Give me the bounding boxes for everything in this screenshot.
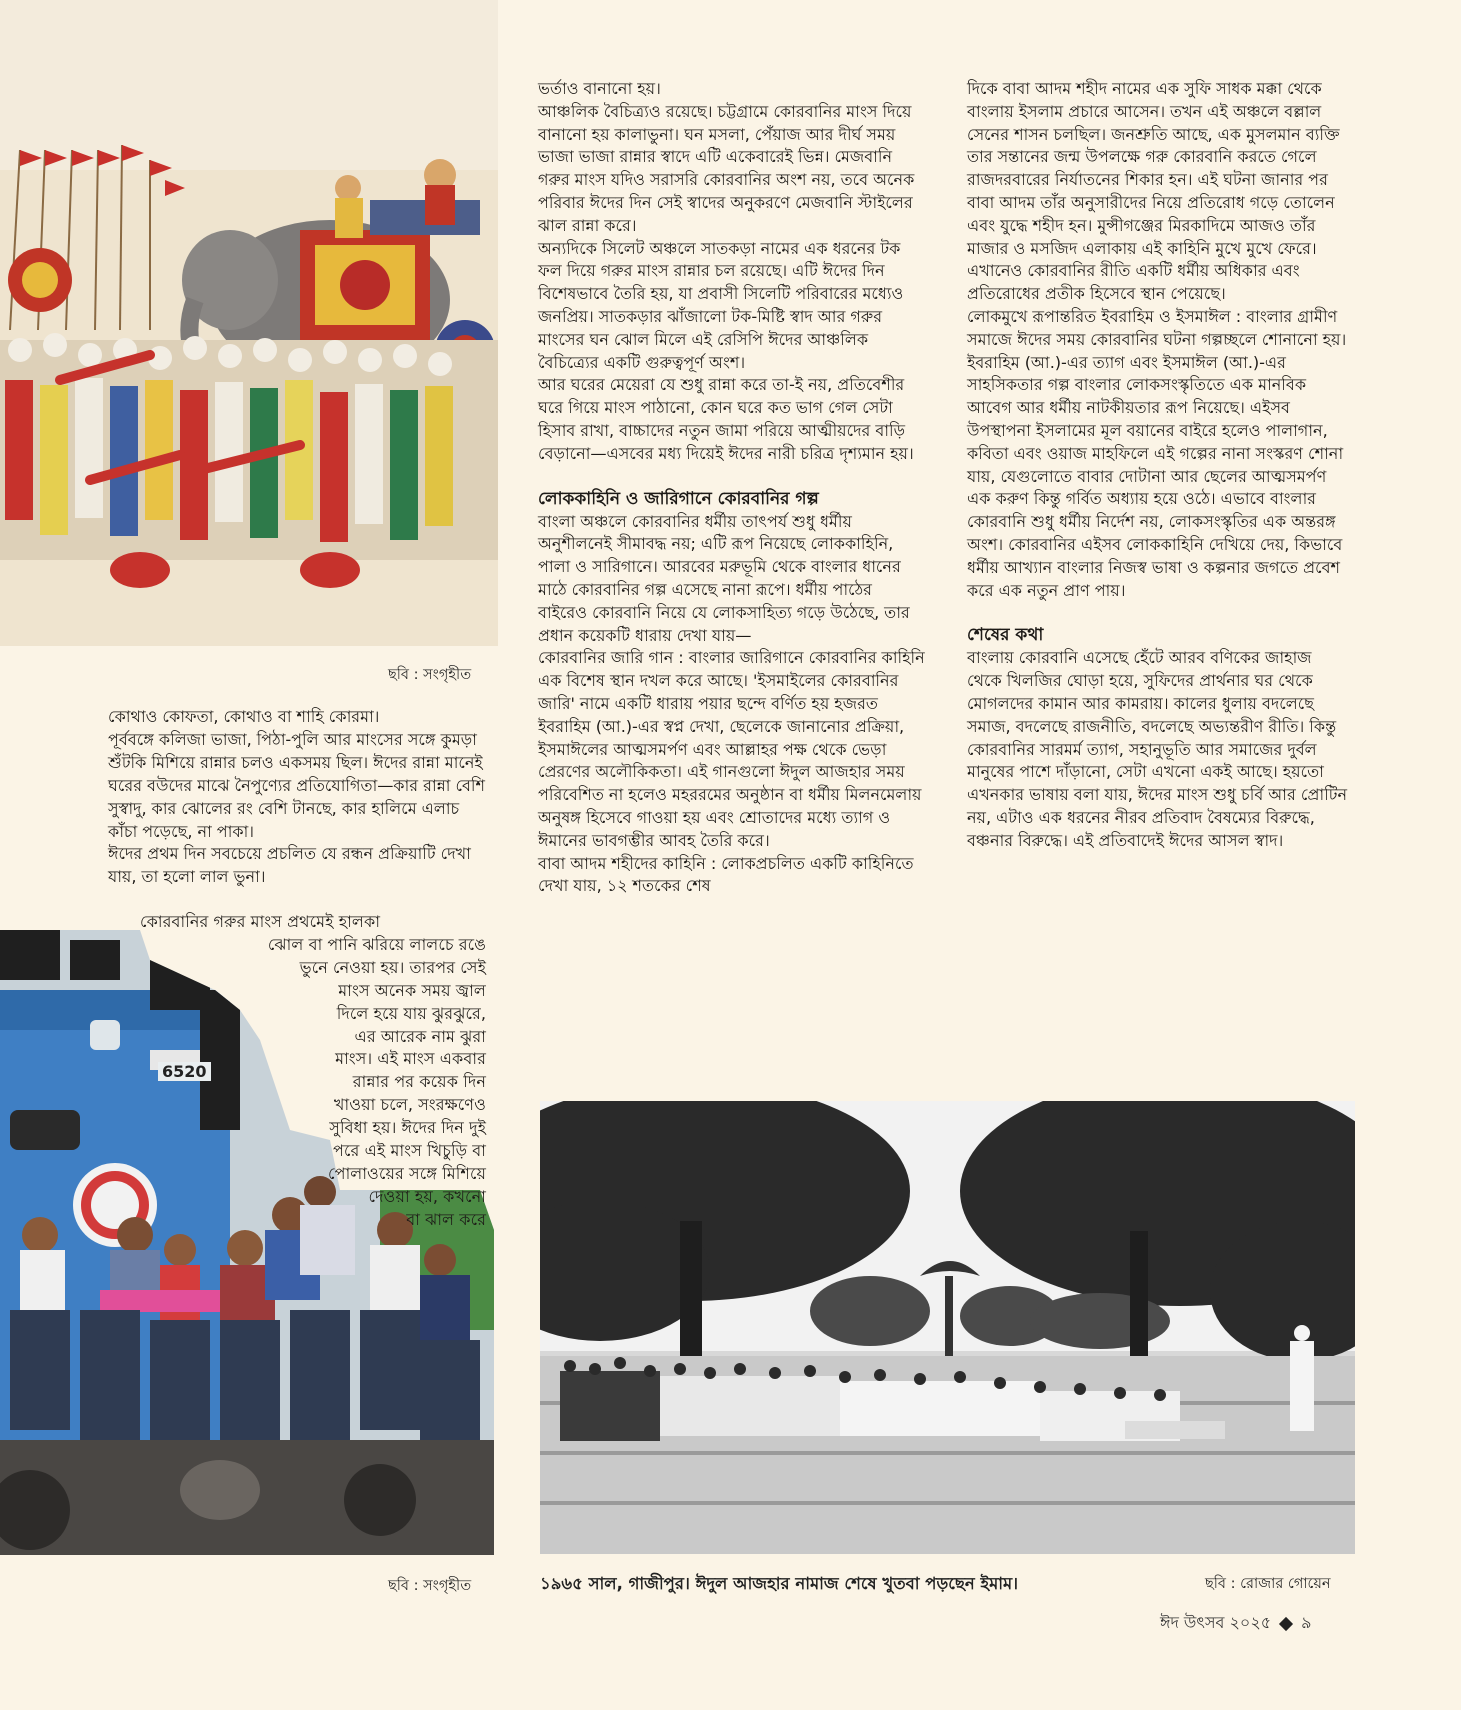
wrap-line: দিলে হয়ে যায় ঝুরঝুরে, <box>336 1003 486 1023</box>
wrap-line: দেওয়া হয়, কখনো <box>368 1186 486 1206</box>
procession-painting <box>0 0 498 646</box>
wrap-line: সুবিধা হয়। ঈদের দিন দুই <box>329 1118 486 1138</box>
right-paragraph: বাংলায় কোরবানি এসেছে হেঁটে আরব বণিকের জাহাজ থেকে খিলজির ঘোড়া হয়ে, সুফিদের প্রার্থনার ঘর থেকে মোগলদের কামান আর কামরায়। কালের ধুলায় বদলেছে সমাজ, বদলেছে রাজনীতি, বদলেছে অভ্যন্তরীণ রীতি। কিন্তু কোরবানির সারমর্ম ত্যাগ, সহানুভূতি আর সমাজের দুর্বল মানুষের পাশে দাঁড়ানো, সেটা এখনো একই আছে। হয়তো এখনকার ভাষায় বলা যায়, ঈদের মাংস শুধু চর্বি আর প্রোটিন নয়, এটাও এক ধরনের নীরব প্রতিবাদ বৈষম্যের বিরুদ্ধে, বঞ্চনার বিরুদ্ধে। এই প্রতিবাদেই ঈদের আসল স্বাদ। <box>967 648 1348 850</box>
left-paragraph: ঈদের প্রথম দিন সবচেয়ে প্রচলিত যে রন্ধন প্রক্রিয়াটি দেখা যায়, তা হলো লাল ভুনা। <box>108 844 471 887</box>
left-column <box>108 706 493 889</box>
middle-paragraph: ভর্তাও বানানো হয়। <box>538 79 661 98</box>
magazine-name: ঈদ উৎসব ২০২৫ <box>1160 1613 1272 1632</box>
wrap-line: খাওয়া চলে, সংরক্ষণেও <box>333 1095 486 1115</box>
page-footer <box>1160 1610 1312 1637</box>
section-heading-folktales: লোককাহিনি ও জারিগানে কোরবানির গল্প <box>538 488 819 509</box>
left-wrap-text <box>120 911 486 1232</box>
middle-paragraph: বাবা আদম শহীদের কাহিনি : লোকপ্রচলিত একটি কাহিনিতে দেখা যায়, ১২ শতকের শেষ <box>538 853 914 896</box>
left-paragraph: কোথাও কোফতা, কোথাও বা শাহি কোরমা। <box>108 707 380 726</box>
wrap-line: ঝোল বা পানি ঝরিয়ে লালচে রঙে <box>267 934 486 954</box>
middle-paragraph: বাংলা অঞ্চলে কোরবানির ধর্মীয় তাৎপর্য শুধু ধর্মীয় অনুশীলনেই সীমাবদ্ধ নয়; এটি রূপ নিয়েছে লোককাহিনি, পালা ও সারিগানে। আরবের মরুভূমি থেকে বাংলার ধানের মাঠে কোরবানির গল্প এসেছে নানা রূপে। ধর্মীয় পাঠের বাইরেও কোরবানি নিয়ে যে লোকসাহিত্য গড়ে উঠেছে, তার প্রধান কয়েকটি ধারায় দেখা যায়— <box>538 511 910 645</box>
right-paragraph: দিকে বাবা আদম শহীদ নামের এক সুফি সাধক মক্কা থেকে বাংলায় ইসলাম প্রচারে আসেন। তখন এই অঞ্চলে বল্লাল সেনের শাসন চলছিল। জনশ্রুতি আছে, এক মুসলমান ব্যক্তি তার সন্তানের জন্ম উপলক্ষে গরু কোরবানি করতে গেলে রাজদরবারের নির্যাতনের শিকার হন। এই ঘটনা জানার পর বাবা আদম তাঁর অনুসারীদের নিয়ে প্রতিরোধ গড়ে তোলেন এবং যুদ্ধে শহীদ হন। মুন্সীগঞ্জের মিরকাদিমে আজও তাঁর মাজার ও মসজিদ এলাকায় এই কাহিনি মুখে মুখে ফেরে। এখানেও কোরবানির রীতি একটি ধর্মীয় অধিকার এবং প্রতিরোধের প্রতীক হিসেবে স্থান পেয়েছে। <box>967 79 1340 304</box>
prayer-caption: ১৯৬৫ সাল, গাজীপুর। ঈদুল আজহার নামাজ শেষে খুতবা পড়ছেন ইমাম। <box>540 1574 1019 1593</box>
wrap-line: মাংস অনেক সময় জ্বাল <box>338 980 486 1000</box>
painting-caption: ছবি : সংগৃহীত <box>388 667 472 683</box>
middle-paragraph: আর ঘরের মেয়েরা যে শুধু রান্না করে তা-ই নয়, প্রতিবেশীর ঘরে গিয়ে মাংস পাঠানো, কোন ঘরে কত ভাগ গেল সেটা হিসাব রাখা, বাচ্চাদের নতুন জামা পরিয়ে আত্মীয়দের বাড়ি বেড়ানো—এসবের মধ্য দিয়েই ঈদের নারী চরিত্র দৃশ্যমান হয়। <box>538 375 914 463</box>
right-column <box>967 78 1351 853</box>
left-paragraph: পূর্ববঙ্গে কলিজা ভাজা, পিঠা-পুলি আর মাংসের সঙ্গে কুমড়া শুঁটকি মিশিয়ে রান্নার চলও একসময় ছিল। ঈদের রান্না মানেই ঘরের বউদের মাঝে নৈপুণ্যের প্রতিযোগিতা—কার রান্না বেশি সুস্বাদু, কার ঝোলের রং বেশি টানছে, কার হালিমে এলাচ কাঁচা পড়েছে, না পাকা। <box>108 729 486 841</box>
wrap-line: বা ঝাল করে <box>406 1209 486 1229</box>
middle-paragraph: কোরবানির জারি গান : বাংলার জারিগানে কোরবানির কাহিনি এক বিশেষ স্থান দখল করে আছে। 'ইসমাইলের কোরবানির জারি' নামে একটি ধারায় পয়ার ছন্দে বর্ণিত হয় হজরত ইবরাহিম (আ.)-এর স্বপ্ন দেখা, ছেলেকে জানানোর প্রক্রিয়া, ইসমাঈলের আত্মসমর্পণ এবং আল্লাহর পক্ষ থেকে ভেড়া প্রেরণের অলৌকিকতা। এই গানগুলো ঈদুল আজহার সময় পরিবেশিত না হলেও মহররমের অনুষ্ঠান বা ধর্মীয় মিলনমেলায় অনুষঙ্গ হিসেবে গাওয়া হয় এবং শ্রোতাদের মধ্যে ত্যাগ ও ঈমানের ভাবগম্ভীর আবহ তৈরি করে। <box>538 648 925 850</box>
eid-prayer-photo <box>540 1101 1355 1554</box>
diamond-separator-icon <box>1279 1616 1293 1630</box>
middle-paragraph: অন্যদিকে সিলেট অঞ্চলে সাতকড়া নামের এক ধরনের টক ফল দিয়ে গরুর মাংস রান্নার চল রয়েছে। এটি ঈদের দিন বিশেষভাবে তৈরি হয়, যা প্রবাসী সিলেটি পরিবারের মধ্যেও জনপ্রিয়। সাতকড়ার ঝাঁজালো টক-মিষ্টি স্বাদ আর গরুর মাংসের ঘন ঝোল মিলে এই রেসিপি ঈদের আঞ্চলিক বৈচিত্র্যের একটি গুরুত্বপূর্ণ অংশ। <box>538 238 904 372</box>
section-heading-conclusion: শেষের কথা <box>967 625 1044 646</box>
wrap-line: কোরবানির গরুর মাংস প্রথমেই হালকা <box>140 912 381 931</box>
middle-column <box>538 78 926 898</box>
wrap-line: মাংস। এই মাংস একবার <box>335 1049 486 1069</box>
right-paragraph: লোকমুখে রূপান্তরিত ইবরাহিম ও ইসমাঈল : বাংলার গ্রামীণ সমাজে ঈদের সময় কোরবানির ঘটনা গল্পচ্ছলে শোনানো হয়। ইবরাহিম (আ.)-এর ত্যাগ এবং ইসমাঈল (আ.)-এর সাহসিকতার গল্প বাংলার লোকসংস্কৃতিতে এক মানবিক আবেগ আর ধর্মীয় নাটকীয়তার রূপ নিয়েছে। এইসব উপস্থাপনা ইসলামের মূল বয়ানের বাইরে হলেও পালাগান, কবিতা এবং ওয়াজ মাহফিলে এই গল্পের নানা সংস্করণ শোনা যায়, যেগুলোতে বাবার দোটানা আর ছেলের আত্মসমর্পণ এক করুণ কিন্তু গর্বিত অধ্যায় হয়ে ওঠে। এভাবে বাংলার কোরবানি শুধু ধর্মীয় নির্দেশ নয়, লোকসংস্কৃতির এক অন্তরঙ্গ অংশ। কোরবানির এইসব লোককাহিনি দেখিয়ে দেয়, কিভাবে ধর্মীয় আখ্যান বাংলার নিজস্ব ভাষা ও কল্পনার জগতে প্রবেশ করে এক নতুন প্রাণ পায়। <box>967 306 1347 600</box>
train-caption: ছবি : সংগৃহীত <box>388 1578 472 1594</box>
middle-paragraph: আঞ্চলিক বৈচিত্র্যও রয়েছে। চট্টগ্রামে কোরবানির মাংস দিয়ে বানানো হয় কালাভুনা। ঘন মসলা, পেঁয়াজ আর দীর্ঘ সময় ভাজা ভাজা রান্নার স্বাদে এটি একেবারেই ভিন্ন। মেজবানি গরুর মাংস যদিও সরাসরি কোরবানির অংশ নয়, তবে অনেক পরিবার ঈদের দিন সেই স্বাদের অনুকরণে মেজবানি স্টাইলের ঝাল রান্না করে। <box>538 101 915 235</box>
prayer-credit: ছবি : রোজার গোয়েন <box>1205 1576 1331 1592</box>
wrap-line: রান্নার পর কয়েক দিন <box>352 1072 486 1092</box>
wrap-line: ভুনে নেওয়া হয়। তারপর সেই <box>299 957 486 977</box>
wrap-line: এর আরেক নাম ঝুরা <box>354 1026 486 1046</box>
wrap-line: পরে এই মাংস খিচুড়ি বা <box>333 1141 486 1161</box>
wrap-line: পোলাওয়ের সঙ্গে মিশিয়ে <box>328 1163 486 1183</box>
train-number-plate: 6520 <box>158 1062 211 1081</box>
page-number: ৯ <box>1301 1613 1312 1632</box>
